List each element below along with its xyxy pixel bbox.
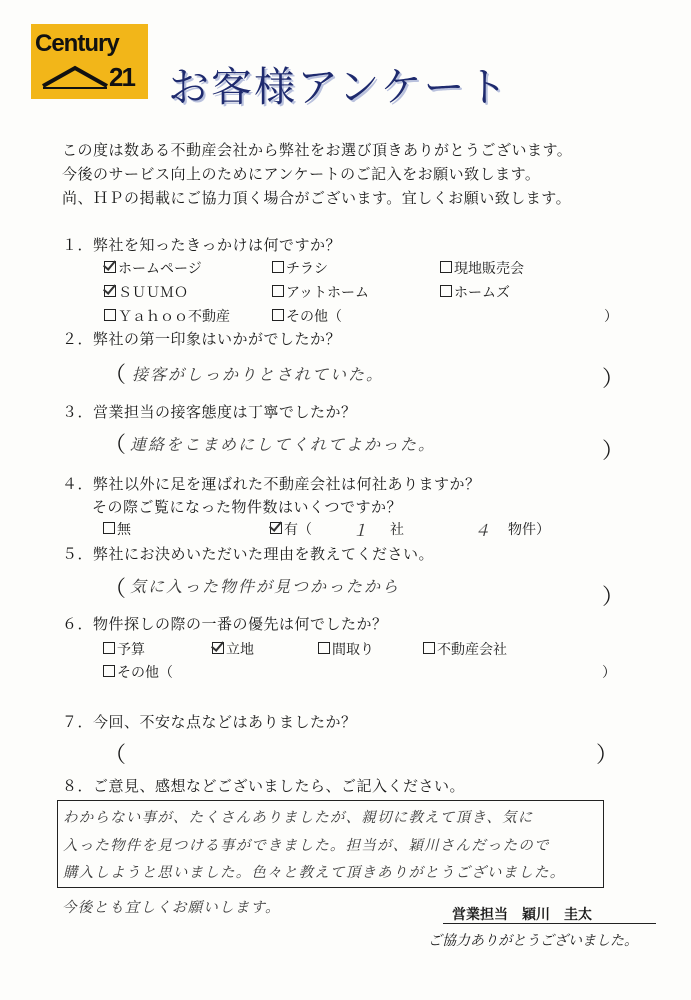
option-label: その他（ — [117, 665, 173, 681]
q1-option-athome[interactable] — [272, 282, 369, 302]
comment-line-2: 入った物件を見つける事ができました。担当が、穎川さんだったので — [63, 838, 550, 854]
q3-answer[interactable]: 連絡をこまめにしてくれてよかった。 — [130, 435, 437, 454]
option-label: Ｙａｈｏｏ不動産 — [118, 309, 230, 325]
comment-extra: 今後とも宜しくお願いします。 — [62, 900, 281, 916]
q5-answer[interactable]: 気に入った物件が見つかったから — [130, 577, 401, 596]
q4-company-unit: 社 — [390, 522, 404, 538]
q5-close-paren: ） — [602, 585, 625, 610]
checkbox-checked[interactable] — [212, 642, 224, 654]
thanks-message: ご協力ありがとうございました。 — [428, 933, 638, 949]
intro-line-3: 尚、ＨＰの掲載にご協力頂く場合がございます。宜しくお願い致します。 — [62, 189, 572, 207]
q6-option-location[interactable] — [212, 639, 254, 659]
q3-open-paren: （ — [104, 433, 127, 458]
option-label: 立地 — [226, 642, 254, 658]
q7-close-paren: ） — [596, 743, 619, 768]
checkbox[interactable] — [423, 642, 435, 654]
q4-option-none[interactable] — [103, 519, 131, 539]
option-label: 予算 — [117, 642, 145, 658]
comment-line-1: わからない事が、たくさんありましたが、親切に教えて頂き、気に — [63, 810, 534, 826]
option-label: その他（ — [286, 309, 342, 325]
q8-label: ８．ご意見、感想などございましたら、ご記入ください。 — [62, 777, 466, 795]
checkbox[interactable] — [272, 261, 284, 273]
checkbox-checked[interactable] — [270, 522, 282, 534]
option-label: 間取り — [332, 642, 374, 658]
q4-property-unit: 物件） — [508, 522, 550, 538]
century21-logo — [31, 24, 148, 99]
q1-option-flyer[interactable] — [272, 258, 328, 278]
q4-label-2: その際ご覧になった物件数はいくつですか？ — [92, 498, 403, 516]
checkbox[interactable] — [103, 665, 115, 677]
q1-option-homepage[interactable] — [104, 258, 202, 278]
checkbox-checked[interactable] — [104, 285, 116, 297]
q1-option-homes[interactable] — [440, 282, 510, 302]
checkbox[interactable] — [104, 309, 116, 321]
q6-option-other[interactable] — [103, 662, 173, 682]
q2-open-paren: （ — [104, 363, 127, 388]
q5-label: ５．弊社にお決めいただいた理由を教えてください。 — [62, 545, 435, 563]
q4-company-count[interactable]: １ — [352, 521, 371, 540]
q6-label: ６．物件探しの際の一番の優先は何でしたか？ — [62, 615, 388, 633]
checkbox[interactable] — [440, 285, 452, 297]
q6-option-budget[interactable] — [103, 639, 145, 659]
staff-name: 営業担当 穎川 圭太 — [452, 907, 592, 923]
q7-open-paren: （ — [104, 743, 127, 768]
q2-label: ２．弊社の第一印象はいかがでしたか？ — [62, 330, 342, 348]
checkbox[interactable] — [440, 261, 452, 273]
intro-line-2: 今後のサービス向上のためにアンケートのご記入をお願い致します。 — [62, 165, 541, 183]
q2-answer[interactable]: 接客がしっかりとされていた。 — [132, 365, 385, 384]
checkbox[interactable] — [272, 285, 284, 297]
checkbox[interactable] — [272, 309, 284, 321]
logo-number: 21 — [109, 62, 134, 92]
q3-label: ３．営業担当の接客態度は丁寧でしたか？ — [62, 403, 357, 421]
q7-label: ７．今回、不安な点などはありましたか？ — [62, 713, 357, 731]
checkbox[interactable] — [318, 642, 330, 654]
option-label: 現地販売会 — [454, 261, 524, 277]
logo-brand: Century — [35, 30, 119, 57]
page-title: お客様アンケート — [168, 63, 510, 111]
option-label: チラシ — [286, 261, 328, 277]
staff-underline — [443, 923, 656, 924]
option-label: ホームズ — [454, 285, 510, 301]
q1-option-open-house[interactable] — [440, 258, 524, 278]
option-label: 有（ — [284, 522, 312, 538]
q1-option-suumo[interactable] — [104, 282, 188, 302]
q6-option-company[interactable] — [423, 639, 507, 659]
option-label: アットホーム — [286, 285, 370, 301]
q1-option-other[interactable] — [272, 306, 342, 326]
checkbox[interactable] — [103, 642, 115, 654]
option-label: 不動産会社 — [437, 642, 507, 658]
option-label: 無 — [117, 522, 131, 538]
q4-label-1: ４．弊社以外に足を運ばれた不動産会社は何社ありますか？ — [62, 475, 481, 493]
intro-line-1: この度は数ある不動産会社から弊社をお選び頂きありがとうございます。 — [62, 141, 573, 159]
comment-line-3: 購入しようと思いました。色々と教えて頂きありがとうございました。 — [63, 865, 566, 881]
q5-open-paren: （ — [104, 577, 127, 602]
q1-label: １．弊社を知ったきっかけは何ですか？ — [62, 236, 342, 254]
logo-house-icon — [41, 64, 111, 90]
option-label: ホームページ — [118, 261, 202, 277]
q2-close-paren: ） — [602, 367, 625, 392]
q4-property-count[interactable]: ４ — [474, 521, 493, 540]
q3-close-paren: ） — [602, 439, 625, 464]
q4-option-yes[interactable] — [270, 519, 312, 539]
q6-other-close: ） — [602, 665, 616, 681]
q1-other-close: ） — [604, 309, 618, 325]
q6-option-layout[interactable] — [318, 639, 374, 659]
q1-option-yahoo[interactable] — [104, 306, 230, 326]
option-label: ＳＵＵＭＯ — [118, 285, 188, 301]
checkbox-checked[interactable] — [104, 261, 116, 273]
checkbox[interactable] — [103, 522, 115, 534]
